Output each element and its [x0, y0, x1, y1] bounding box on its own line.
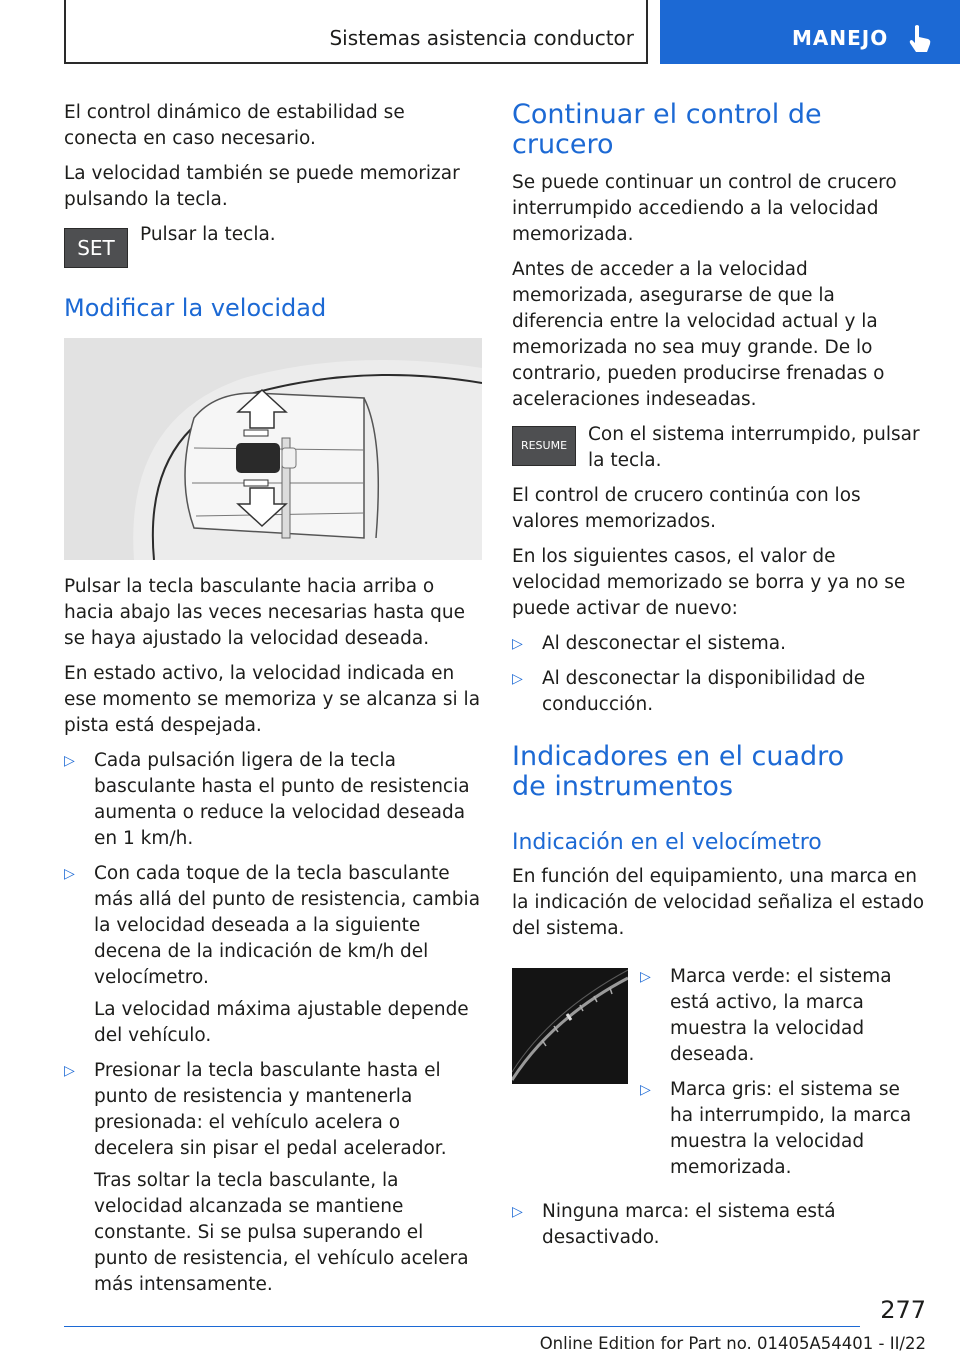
list-item-text: Ninguna marca: el sistema está desactivado.	[542, 1201, 836, 1248]
page-number: 277	[880, 1296, 926, 1324]
list-item-note: Tras soltar la tecla basculante, la velocidad alcanzada se mantiene constante. Si se pulsa superando el punto de resistencia, el vehículo acelera más intensamente.	[94, 1170, 469, 1295]
header-section-box	[64, 0, 648, 64]
list-item	[512, 666, 926, 718]
speed-adjust-list	[64, 748, 482, 1298]
steering-wheel-rocker-figure	[64, 338, 482, 560]
resume-key-text: Con el sistema interrumpido, pulsar la tecla.	[588, 424, 920, 471]
memory-cleared-list	[512, 631, 926, 718]
paragraph: En estado activo, la velocidad indicada en ese momento se memoriza y se alcanza si la pista está despejada.	[64, 663, 481, 736]
rocker-switch-illustration	[64, 338, 482, 560]
list-item	[640, 1077, 926, 1181]
triangle-bullet-icon: ▷	[512, 671, 523, 687]
resume-key-image: RESUME	[512, 426, 576, 466]
list-item-text: Al desconectar la disponibilidad de conducción.	[542, 668, 866, 715]
heading-line: Indicadores en el cuadro	[512, 741, 845, 772]
heading-indicators	[512, 742, 926, 802]
list-item-note: La velocidad máxima ajustable depende del vehículo.	[94, 999, 469, 1046]
mark-status-list	[640, 964, 926, 1190]
paragraph: Antes de acceder a la velocidad memorizada, asegurarse de que la diferencia entre la velocidad actual y la memorizada no sea muy grande. De lo contrario, pueden producirse frenadas o aceleraciones indeseadas.	[512, 259, 885, 410]
footer-divider	[64, 1326, 860, 1327]
triangle-bullet-icon: ▷	[64, 1063, 75, 1079]
list-item-text: Cada pulsación ligera de la tecla basculante hasta el punto de resistencia aumenta o reduce la velocidad deseada en 1 km/h.	[94, 750, 470, 849]
list-item	[64, 861, 482, 1049]
triangle-bullet-icon: ▷	[640, 1082, 651, 1098]
list-item	[512, 1199, 926, 1251]
speedometer-mark-block	[512, 964, 926, 1199]
list-item	[512, 631, 926, 657]
left-column	[64, 100, 482, 1307]
list-item-text: Marca gris: el sistema se ha interrumpido, la marca muestra la velocidad memorizada.	[670, 1079, 912, 1178]
triangle-bullet-icon: ▷	[512, 636, 523, 652]
paragraph: La velocidad también se puede memorizar pulsando la tecla.	[64, 163, 460, 210]
triangle-bullet-icon: ▷	[64, 866, 75, 882]
triangle-bullet-icon: ▷	[512, 1204, 523, 1220]
set-key-text: Pulsar la tecla.	[140, 224, 276, 245]
list-item-text: Marca verde: el sistema está activo, la marca muestra la velocidad deseada.	[670, 966, 892, 1065]
speedometer-mark-figure	[512, 968, 628, 1084]
list-item	[64, 1058, 482, 1298]
list-item-text: Con cada toque de la tecla basculante más allá del punto de resistencia, cambia la velocidad deseada a la siguiente decena de la indicación de km/h del velocímetro.	[94, 863, 481, 988]
paragraph: En función del equipamiento, una marca en la indicación de velocidad señaliza el estado del sistema.	[512, 866, 925, 939]
subheading-speedometer: Indicación en el velocímetro	[512, 830, 822, 855]
no-mark-list	[512, 1199, 926, 1251]
edition-text: Online Edition for Part no. 01405A54401 - II/22	[539, 1334, 926, 1353]
right-column	[512, 100, 926, 1260]
triangle-bullet-icon: ▷	[64, 753, 75, 769]
triangle-bullet-icon: ▷	[640, 969, 651, 985]
heading-line: de instrumentos	[512, 771, 734, 802]
list-item-text: Presionar la tecla basculante hasta el punto de resistencia y mantenerla presionada: el vehículo acelera o decelera sin pisar el pedal acelerador.	[94, 1060, 447, 1159]
chapter-tab-label: MANEJO	[792, 26, 889, 50]
list-item-text: Al desconectar el sistema.	[542, 633, 786, 654]
heading-continue-cruise: Continuar el control de crucero	[512, 99, 822, 160]
paragraph: En los siguientes casos, el valor de velocidad memorizado se borra y ya no se puede activar de nuevo:	[512, 546, 906, 619]
resume-key-instruction	[512, 422, 926, 474]
set-key-instruction	[64, 222, 482, 268]
hand-pointer-icon	[906, 24, 934, 54]
paragraph: El control dinámico de estabilidad se conecta en caso necesario.	[64, 102, 405, 149]
list-item	[64, 748, 482, 852]
heading-modify-speed: Modificar la velocidad	[64, 294, 327, 322]
paragraph: El control de crucero continúa con los valores memorizados.	[512, 485, 861, 532]
list-item	[640, 964, 926, 1068]
set-key-image: SET	[64, 228, 128, 268]
paragraph: Pulsar la tecla basculante hacia arriba o hacia abajo las veces necesarias hasta que se haya ajustado la velocidad deseada.	[64, 576, 466, 649]
paragraph: Se puede continuar un control de crucero interrumpido accediendo a la velocidad memorizada.	[512, 172, 897, 245]
section-title: Sistemas asistencia conductor	[329, 26, 634, 50]
chapter-tab[interactable]	[660, 0, 960, 64]
